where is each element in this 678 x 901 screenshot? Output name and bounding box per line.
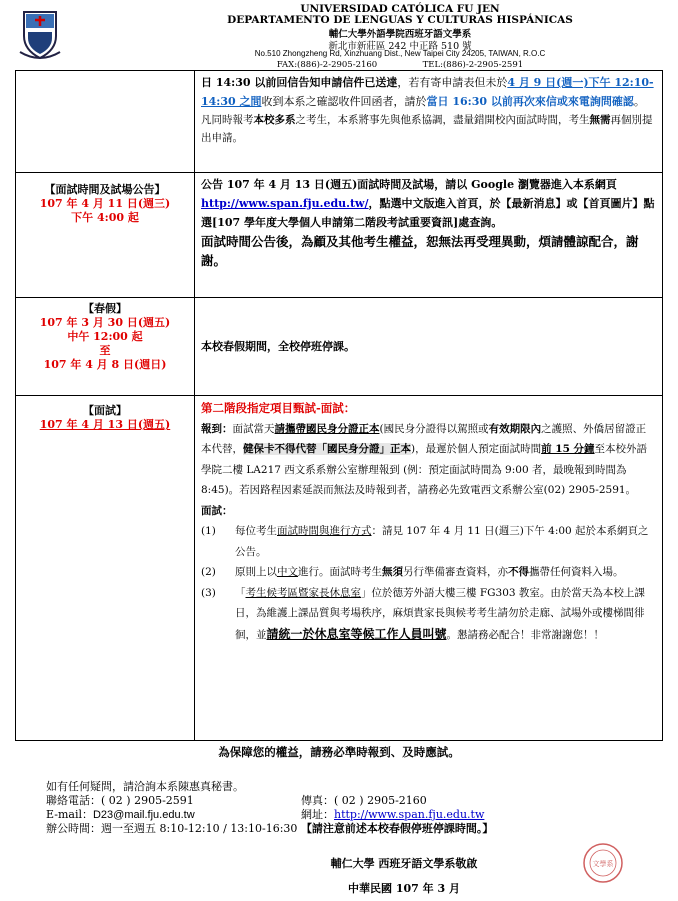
row1-text: 本校多系 bbox=[253, 114, 296, 126]
row1-text: 再個別提出申請。 bbox=[201, 114, 653, 144]
item-text: 」位於德芳外語大樓三樓 FG303 教室。由於當天為本校上課日，為維護上課品質與考場秩序，麻煩貴家長與候考考生請勿於走廊、試場外或樓梯間徘徊，並 bbox=[235, 586, 645, 641]
interview-date: 107 年 4 月 13 日(週五) bbox=[39, 418, 171, 431]
seal-text: 文學系 bbox=[592, 860, 614, 868]
row2-text: 公告 107 年 4 月 13 日(週五)面試時間及試場，請以 Google 瀏覽器進入本系網頁 bbox=[201, 178, 617, 191]
signature-line: 輔仁大學 西班牙語文學系敬啟 bbox=[330, 857, 478, 870]
contact-fax: 傳真：( 02 ) 2905-2160 bbox=[301, 794, 427, 807]
university-name-es: UNIVERSIDAD CATÓLICA FU JEN bbox=[300, 3, 500, 15]
item-text: 。懇請務必配合！非常謝謝您！！ bbox=[446, 628, 605, 641]
department-name-es: DEPARTAMENTO DE LENGUAS Y CULTURAS HISPÁNICAS bbox=[227, 14, 573, 26]
letterhead bbox=[0, 0, 678, 70]
row2-para2: 面試時間公告後，為顧及其他考生權益，恕無法再受理異動，煩請體諒配合，謝謝。 bbox=[201, 234, 639, 268]
department-website-link[interactable]: http://www.span.fju.edu.tw/ bbox=[201, 197, 369, 210]
office-hours: 辦公時間：週一至週五 8:10-12:10 / 13:10-16:30 bbox=[46, 822, 298, 835]
item-text: 考生候考區暨家長休息室 bbox=[245, 586, 361, 599]
spring-break-label: 【春假】 bbox=[83, 302, 127, 315]
contact-website-link[interactable]: http://www.span.fju.edu.tw bbox=[334, 808, 485, 821]
checkin-text: (國民身分證得以駕照或 bbox=[379, 422, 489, 435]
row1-right-cell bbox=[195, 71, 663, 173]
row3-right-cell bbox=[195, 298, 663, 396]
row2-right-cell bbox=[195, 173, 663, 298]
item-text: 每位考生 bbox=[235, 525, 277, 537]
list-number: (3) bbox=[201, 586, 216, 599]
row3-left-cell bbox=[16, 298, 195, 396]
web-label: 網址： bbox=[301, 808, 334, 821]
checkin-text: 有效期限內 bbox=[488, 422, 542, 435]
contact-intro: 如有任何疑問，請洽詢本系陳惠真秘書。 bbox=[46, 780, 244, 793]
spring-break-start-date: 107 年 3 月 30 日(週五) bbox=[39, 316, 171, 329]
punctuality-notice: 為保障您的權益，請務必準時報到、及時應試。 bbox=[218, 745, 460, 759]
row1-text: 。 bbox=[633, 95, 645, 108]
row4-left-cell bbox=[16, 396, 195, 741]
checkin-text: 請攜帶國民身分證正本 bbox=[274, 422, 380, 435]
row1-text: ，若有寄申請表但未於 bbox=[397, 76, 508, 89]
item-text: 原則上以 bbox=[235, 566, 277, 578]
spring-break-text: 本校春假期間，全校停班停課。 bbox=[201, 340, 355, 353]
item-text: 無須 bbox=[382, 566, 403, 578]
row2-text: ，點選中文版進入首頁，於【最新消息】或【首頁圖片】點選[107 學年度大學個人申請第二階段考試重要資訊]處查詢。 bbox=[201, 197, 655, 229]
list-number: (1) bbox=[201, 525, 216, 537]
office-hours-note: 【請注意前述本校春假停班停課時間。】 bbox=[300, 822, 494, 835]
checkin-text: 之護照、外僑居留證正本代替， bbox=[201, 422, 647, 455]
health-card-warning: 健保卡不得代替「國民身分證」正本 bbox=[243, 443, 411, 455]
department-seal-icon bbox=[582, 842, 624, 884]
spring-break-to: 至 bbox=[99, 344, 111, 357]
contact-block bbox=[46, 780, 493, 836]
row4-right-cell bbox=[195, 396, 663, 741]
header-tel: TEL:(886)-2-2905-2591 bbox=[422, 60, 524, 70]
fax-tel-line bbox=[130, 60, 670, 70]
checkin-text: 至本校外語學院二樓 LA217 西文系系辦公室辦理報到 (例：預定面試時間為 9:00 者，最晚報到時間為 8:45)。若因路程因素延誤而無法及時報到者，請務必先致電西文系辦公室(02) 2905-2591。 bbox=[201, 443, 648, 496]
row2-para1 bbox=[201, 175, 656, 232]
confirm-window: 4 月 9 日(週一)下午 12:10-14:30 之間 bbox=[201, 76, 654, 108]
item-text: 不得 bbox=[508, 566, 529, 578]
list-item bbox=[201, 521, 656, 562]
contact-row bbox=[46, 808, 493, 822]
table-row bbox=[16, 298, 663, 396]
recheck-text: 當日 16:30 以前再次來信或來電詢問確認 bbox=[426, 95, 634, 108]
university-logo-icon bbox=[16, 6, 64, 62]
row1-text: 無需 bbox=[589, 114, 611, 126]
schedule-table bbox=[15, 70, 663, 741]
contact-row bbox=[46, 794, 493, 808]
address-zh: 新北市新莊區 242 中正路 510 號 bbox=[328, 41, 472, 52]
announcement-date: 107 年 4 月 11 日(週三) bbox=[39, 197, 171, 210]
item-text: 請統一於休息室等候工作人員叫號 bbox=[266, 626, 447, 641]
item-text: 進行。面試時考生 bbox=[298, 566, 382, 578]
list-item bbox=[201, 562, 656, 583]
item-text: 面試時間與進行方式 bbox=[277, 525, 372, 537]
table-row bbox=[16, 71, 663, 173]
contact-row bbox=[46, 822, 493, 836]
contact-email[interactable]: D23@mail.fju.edu.tw bbox=[92, 809, 195, 821]
address-en: No.510 Zhongzheng Rd, Xinzhuang Dist., New Taipei City 24205, TAIWAN, R.O.C bbox=[254, 49, 546, 58]
interview-sublabel: 面試： bbox=[201, 504, 233, 517]
row1-text: 收到本系之確認收件回函者，請於 bbox=[261, 95, 427, 108]
spring-break-start-time: 中午 12:00 起 bbox=[67, 330, 143, 343]
checkin-label: 報到： bbox=[201, 422, 233, 435]
list-number: (2) bbox=[201, 566, 216, 578]
list-item bbox=[201, 583, 656, 646]
checkin-text: )，最遲於個人預定面試時間 bbox=[411, 443, 542, 455]
table-row bbox=[16, 173, 663, 298]
row1-para2 bbox=[201, 111, 656, 147]
email-label: E-mail： bbox=[46, 808, 93, 821]
table-row bbox=[16, 396, 663, 741]
signature-date: 中華民國 107 年 3 月 bbox=[348, 882, 460, 895]
row1-text: 之考生，本系將事先與他系協調，盡量錯開校內面試時間，考生 bbox=[295, 114, 590, 126]
checkin-text: 前 15 分鐘 bbox=[541, 443, 595, 455]
announcement-label: 【面試時間及試場公告】 bbox=[44, 183, 166, 196]
deadline-text: 日 14:30 以前回信告知申請信件已送達 bbox=[201, 76, 398, 89]
checkin-para bbox=[201, 419, 656, 501]
header-fax: FAX:(886)-2-2905-2160 bbox=[276, 60, 378, 70]
announcement-time: 下午 4:00 起 bbox=[71, 211, 139, 224]
row1-para1 bbox=[201, 73, 656, 111]
item-text: 另行準備審查資料，亦 bbox=[403, 566, 508, 578]
checkin-text: 面試當天 bbox=[232, 422, 275, 435]
interview-label: 【面試】 bbox=[83, 404, 127, 417]
row1-left-cell bbox=[16, 71, 195, 173]
spring-break-end-date: 107 年 4 月 8 日(週日) bbox=[43, 358, 167, 371]
item-text: ：請見 107 年 4 月 11 日(週三)下午 4:00 起於本系網頁之公告。 bbox=[235, 525, 649, 558]
web-row bbox=[301, 808, 484, 822]
interview-title: 第二階段指定項目甄試-面試： bbox=[201, 401, 356, 415]
item-text: 攜帶任何資料入場。 bbox=[529, 566, 624, 578]
row2-left-cell bbox=[16, 173, 195, 298]
row1-text: 凡同時報考 bbox=[201, 114, 254, 126]
department-name-zh: 輔仁大學外語學院西班牙語文學系 bbox=[328, 29, 472, 40]
contact-phone: 聯絡電話：( 02 ) 2905-2591 bbox=[46, 794, 194, 807]
item-text: 中文 bbox=[277, 566, 298, 578]
item-text: 「 bbox=[235, 586, 246, 599]
